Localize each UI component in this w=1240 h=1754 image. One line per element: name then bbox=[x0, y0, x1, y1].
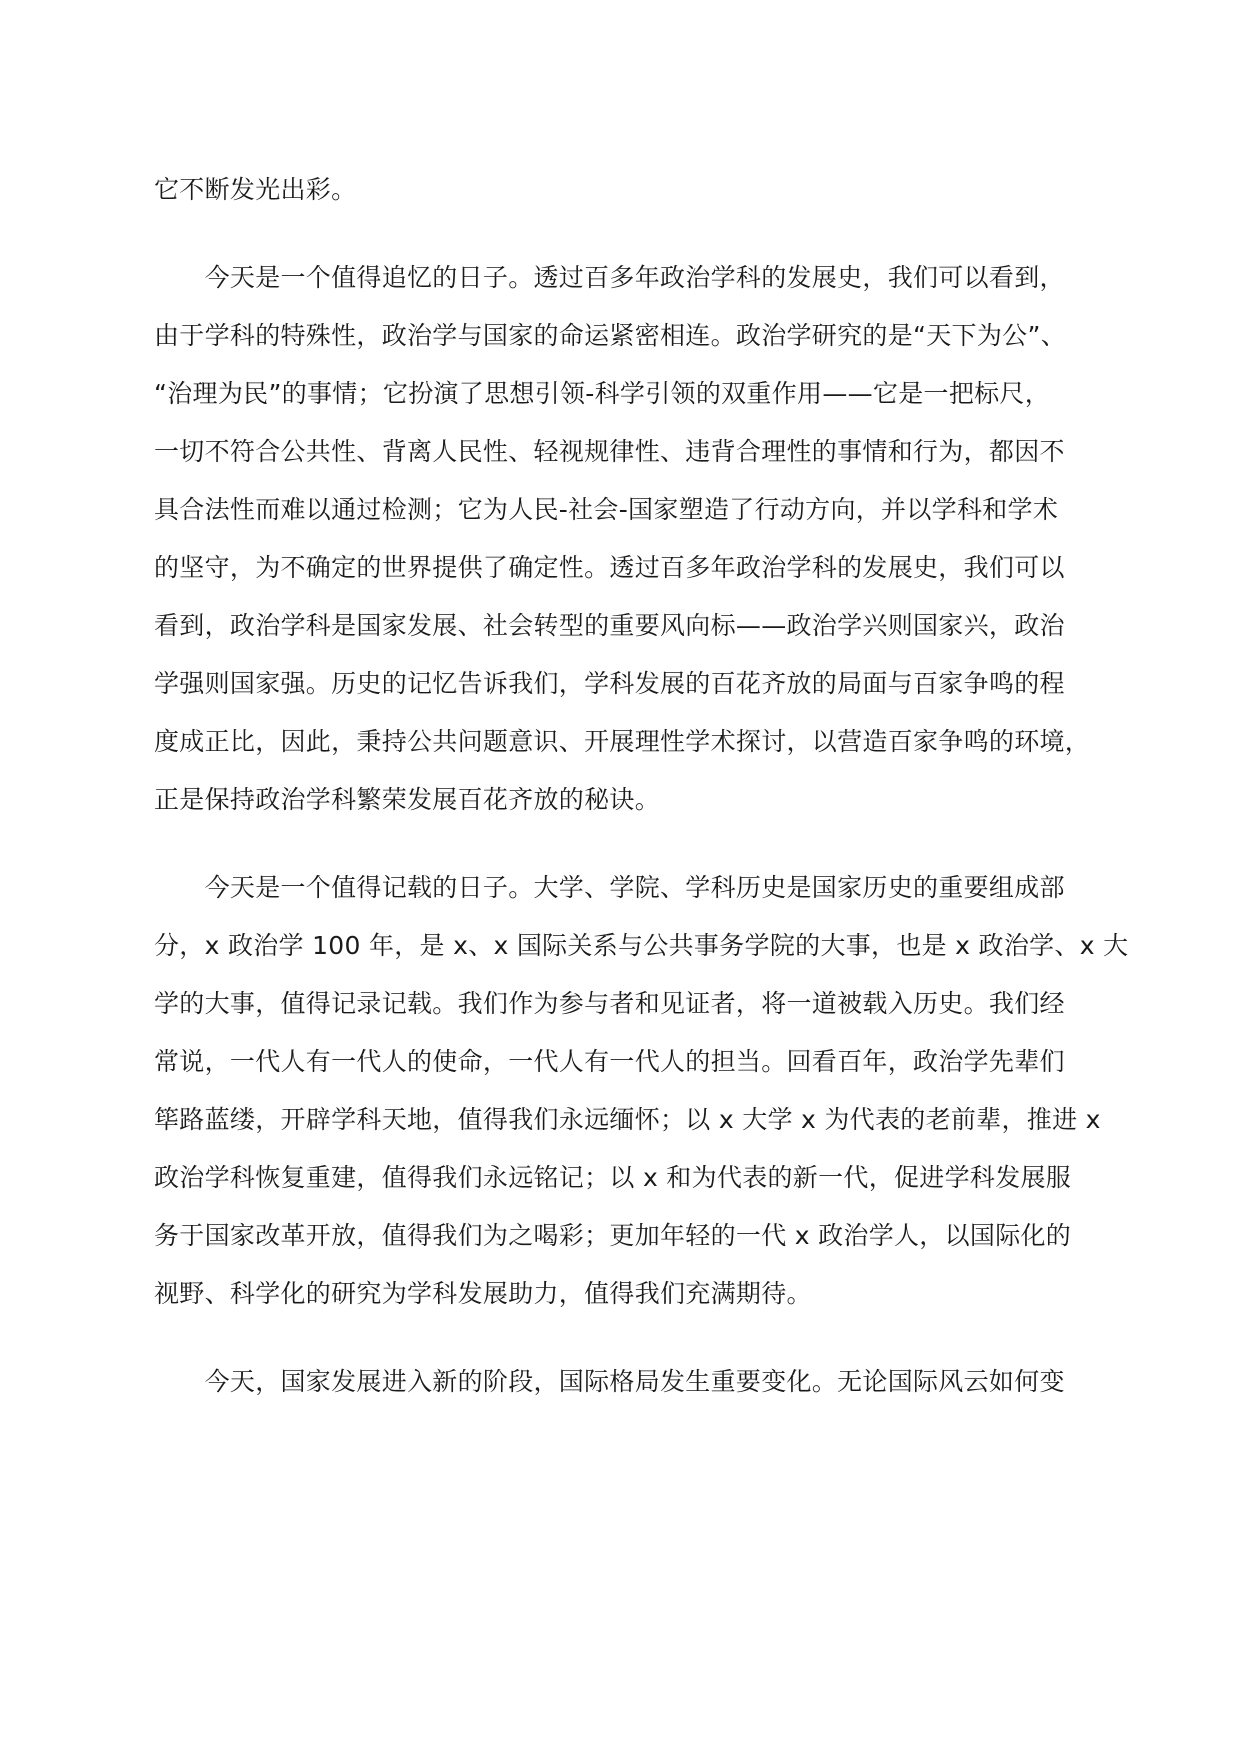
text-line: 今天是一个值得记载的日子。大学、学院、学科历史是国家历史的重要组成部 bbox=[154, 873, 1065, 902]
text-line: 常说，一代人有一代人的使命，一代人有一代人的担当。回看百年，政治学先辈们 bbox=[154, 1047, 1065, 1076]
text-line: 今天，国家发展进入新的阶段，国际格局发生重要变化。无论国际风云如何变 bbox=[154, 1367, 1065, 1396]
text-line: 政治学科恢复重建，值得我们永远铭记；以 x 和为代表的新一代，促进学科发展服 bbox=[154, 1163, 1072, 1192]
text-line: 分，x 政治学 100 年，是 x、x 国际关系与公共事务学院的大事，也是 x 政治学、x 大 bbox=[154, 931, 1129, 960]
text-line: 筚路蓝缕，开辟学科天地，值得我们永远缅怀；以 x 大学 x 为代表的老前辈，推进 x bbox=[154, 1105, 1101, 1134]
text-line: 看到，政治学科是国家发展、社会转型的重要风向标——政治学兴则国家兴，政治 bbox=[154, 611, 1065, 640]
text-line: 度成正比，因此，秉持公共问题意识、开展理性学术探讨，以营造百家争鸣的环境， bbox=[154, 727, 1091, 756]
text-line: 今天是一个值得追忆的日子。透过百多年政治学科的发展史，我们可以看到， bbox=[154, 263, 1065, 292]
text-line: 一切不符合公共性、背离人民性、轻视规律性、违背合理性的事情和行为，都因不 bbox=[154, 437, 1065, 466]
text-line: 的坚守，为不确定的世界提供了确定性。透过百多年政治学科的发展史，我们可以 bbox=[154, 553, 1065, 582]
text-line: 务于国家改革开放，值得我们为之喝彩；更加年轻的一代 x 政治学人，以国际化的 bbox=[154, 1221, 1072, 1250]
text-line: 由于学科的特殊性，政治学与国家的命运紧密相连。政治学研究的是“天下为公”、 bbox=[154, 321, 1067, 350]
text-line: 具合法性而难以通过检测；它为人民-社会-国家塑造了行动方向，并以学科和学术 bbox=[154, 495, 1059, 524]
text-line: “治理为民”的事情；它扮演了思想引领-科学引领的双重作用——它是一把标尺， bbox=[154, 379, 1051, 408]
text-line: 学的大事，值得记录记载。我们作为参与者和见证者，将一道被载入历史。我们经 bbox=[154, 989, 1065, 1018]
text-line: 它不断发光出彩。 bbox=[154, 175, 357, 204]
text-line: 学强则国家强。历史的记忆告诉我们，学科发展的百花齐放的局面与百家争鸣的程 bbox=[154, 669, 1065, 698]
text-line: 视野、科学化的研究为学科发展助力，值得我们充满期待。 bbox=[154, 1279, 812, 1308]
text-line: 正是保持政治学科繁荣发展百花齐放的秘诀。 bbox=[154, 785, 661, 814]
